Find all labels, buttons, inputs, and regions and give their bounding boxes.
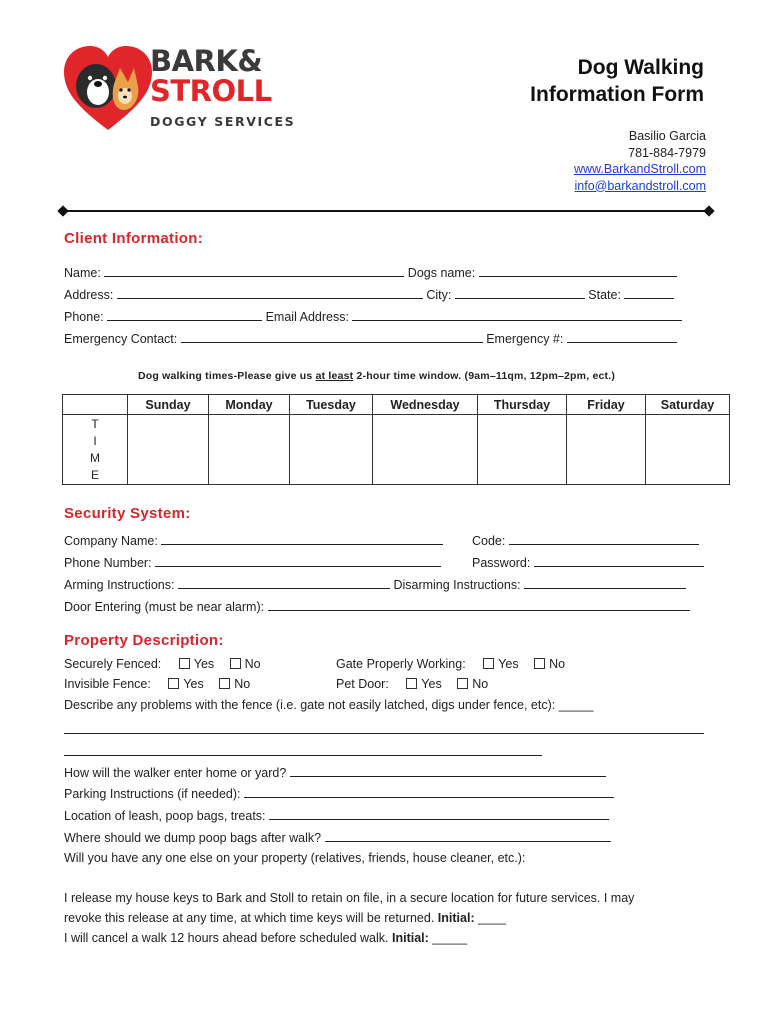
anyone-label: Will you have any one else on your property (relatives, friends, house cleaner, etc.):	[64, 851, 526, 865]
fence-problems-line-2[interactable]	[64, 755, 542, 756]
arming-field[interactable]	[178, 576, 390, 589]
time-label-cell: T I M E	[63, 415, 128, 485]
disarming-label: Disarming Instructions:	[393, 578, 521, 592]
heart-dog-icon	[62, 44, 154, 134]
time-cell-sunday[interactable]	[128, 415, 209, 485]
time-cell-thursday[interactable]	[478, 415, 567, 485]
client-info-heading: Client Information:	[64, 230, 204, 247]
parking-row	[64, 785, 614, 801]
arming-row	[64, 576, 686, 592]
emergency-contact-label: Emergency Contact:	[64, 332, 178, 346]
petdoor-yes-checkbox[interactable]	[406, 678, 417, 689]
website-link[interactable]: www.BarkandStroll.com	[574, 162, 706, 176]
fence-problems-row	[64, 698, 594, 712]
day-header: Wednesday	[373, 395, 478, 415]
parking-label: Parking Instructions (if needed):	[64, 787, 241, 801]
pet-door-label: Pet Door:	[336, 677, 389, 691]
fenced-label: Securely Fenced:	[64, 657, 162, 671]
gate-no-checkbox[interactable]	[534, 658, 545, 669]
name-row	[64, 264, 677, 280]
phone-field[interactable]	[107, 308, 262, 321]
invisible-no-checkbox[interactable]	[219, 678, 230, 689]
form-title-line2: Information Form	[530, 83, 704, 106]
disarming-field[interactable]	[524, 576, 686, 589]
day-header: Tuesday	[290, 395, 373, 415]
fenced-row: Securely Fenced: Yes No	[64, 657, 261, 671]
emergency-row	[64, 330, 677, 346]
enter-row	[64, 764, 606, 780]
time-cell-friday[interactable]	[567, 415, 646, 485]
name-field[interactable]	[104, 264, 404, 277]
emergency-number-field[interactable]	[567, 330, 677, 343]
emergency-contact-field[interactable]	[181, 330, 483, 343]
company-label: Company Name:	[64, 534, 158, 548]
code-label: Code:	[472, 534, 506, 548]
gate-row: Gate Properly Working: Yes No	[336, 657, 566, 671]
dogs-name-label: Dogs name:	[407, 266, 476, 280]
security-phone-field[interactable]	[155, 554, 441, 567]
brand-tagline: DOGGY SERVICES	[150, 114, 296, 129]
door-row	[64, 598, 690, 614]
password-label: Password:	[472, 556, 531, 570]
invisible-fence-row: Invisible Fence: Yes No	[64, 677, 251, 691]
state-label: State:	[588, 288, 621, 302]
dogs-name-field[interactable]	[479, 264, 677, 277]
state-field[interactable]	[624, 286, 674, 299]
fence-problems-line-1[interactable]	[64, 733, 704, 734]
walking-times-note: Dog walking times-Please give us at least 2-hour time window. (9am–11qm, 12pm–2pm, ect.)	[138, 370, 616, 382]
time-cell-wednesday[interactable]	[373, 415, 478, 485]
brand-name-line1: BARK&	[150, 44, 263, 78]
divider-diamond-right	[703, 205, 714, 216]
city-label: City:	[426, 288, 452, 302]
petdoor-no-checkbox[interactable]	[457, 678, 468, 689]
at-least-emphasis: at least	[315, 370, 354, 382]
leash-field[interactable]	[269, 807, 609, 820]
form-title	[530, 54, 704, 108]
initial-blank-1[interactable]: ____	[478, 911, 506, 925]
header-divider	[62, 210, 710, 212]
release-line-2: revoke this release at any time, at which time keys will be returned. Initial: ____	[64, 911, 506, 925]
email-link[interactable]: info@barkandstroll.com	[574, 178, 706, 193]
invisible-fence-label: Invisible Fence:	[64, 677, 151, 691]
door-label: Door Entering (must be near alarm):	[64, 600, 265, 614]
fenced-no-checkbox[interactable]	[230, 658, 241, 669]
arming-label: Arming Instructions:	[64, 578, 175, 592]
email-address-label: Email Address:	[265, 310, 349, 324]
security-phone-row	[64, 554, 441, 570]
time-cell-saturday[interactable]	[646, 415, 730, 485]
time-cell-monday[interactable]	[209, 415, 290, 485]
phone-row	[64, 308, 682, 324]
day-header: Thursday	[478, 395, 567, 415]
pet-door-row: Pet Door: Yes No	[336, 677, 489, 691]
invisible-yes-checkbox[interactable]	[168, 678, 179, 689]
anyone-row	[64, 851, 525, 865]
day-header: Monday	[209, 395, 290, 415]
schedule-corner-cell	[63, 395, 128, 415]
address-field[interactable]	[117, 286, 423, 299]
form-title-line1: Dog Walking	[577, 56, 704, 79]
gate-yes-checkbox[interactable]	[483, 658, 494, 669]
dump-field[interactable]	[325, 829, 611, 842]
initial-label-2: Initial:	[391, 931, 429, 945]
phone-label: Phone:	[64, 310, 104, 324]
email-address-field[interactable]	[352, 308, 682, 321]
city-field[interactable]	[455, 286, 585, 299]
address-row	[64, 286, 674, 302]
dump-label: Where should we dump poop bags after walk?	[64, 831, 322, 845]
contact-phone: 781-884-7979	[628, 145, 706, 160]
schedule-table	[62, 394, 730, 485]
security-phone-label: Phone Number:	[64, 556, 152, 570]
gate-label: Gate Properly Working:	[336, 657, 466, 671]
name-label: Name:	[64, 266, 101, 280]
enter-label: How will the walker enter home or yard?	[64, 766, 287, 780]
day-header: Sunday	[128, 395, 209, 415]
fenced-yes-checkbox[interactable]	[179, 658, 190, 669]
security-heading: Security System:	[64, 505, 191, 522]
emergency-number-label: Emergency #:	[486, 332, 564, 346]
release-line-3: I will cancel a walk 12 hours ahead before scheduled walk. Initial: _____	[64, 931, 468, 945]
leash-row	[64, 807, 609, 823]
brand-name-line2: STROLL	[150, 74, 272, 108]
property-heading: Property Description:	[64, 632, 224, 649]
day-header: Friday	[567, 395, 646, 415]
fence-problems-label: Describe any problems with the fence (i.e. gate not easily latched, digs under fence, etc):	[64, 698, 556, 712]
initial-blank-2[interactable]: _____	[432, 931, 468, 945]
company-logo	[62, 44, 302, 134]
contact-name: Basilio Garcia	[628, 129, 706, 143]
code-field[interactable]	[509, 532, 699, 545]
leash-label: Location of leash, poop bags, treats:	[64, 809, 266, 823]
company-field[interactable]	[161, 532, 443, 545]
release-line-1: I release my house keys to Bark and Stoll to retain on file, in a secure location for future services. I may	[64, 891, 635, 905]
password-field[interactable]	[534, 554, 704, 567]
enter-field[interactable]	[290, 764, 606, 777]
parking-field[interactable]	[244, 785, 614, 798]
password-row	[472, 554, 704, 570]
time-cell-tuesday[interactable]	[290, 415, 373, 485]
schedule-time-row	[63, 415, 730, 485]
schedule-header-row	[63, 395, 730, 415]
company-row	[64, 532, 443, 548]
door-field[interactable]	[268, 598, 690, 611]
contact-block	[574, 128, 706, 194]
fence-problems-blank[interactable]: _____	[558, 698, 594, 712]
address-label: Address:	[64, 288, 114, 302]
dump-row	[64, 829, 611, 845]
day-header: Saturday	[646, 395, 730, 415]
code-row	[472, 532, 699, 548]
initial-label: Initial:	[437, 911, 475, 925]
